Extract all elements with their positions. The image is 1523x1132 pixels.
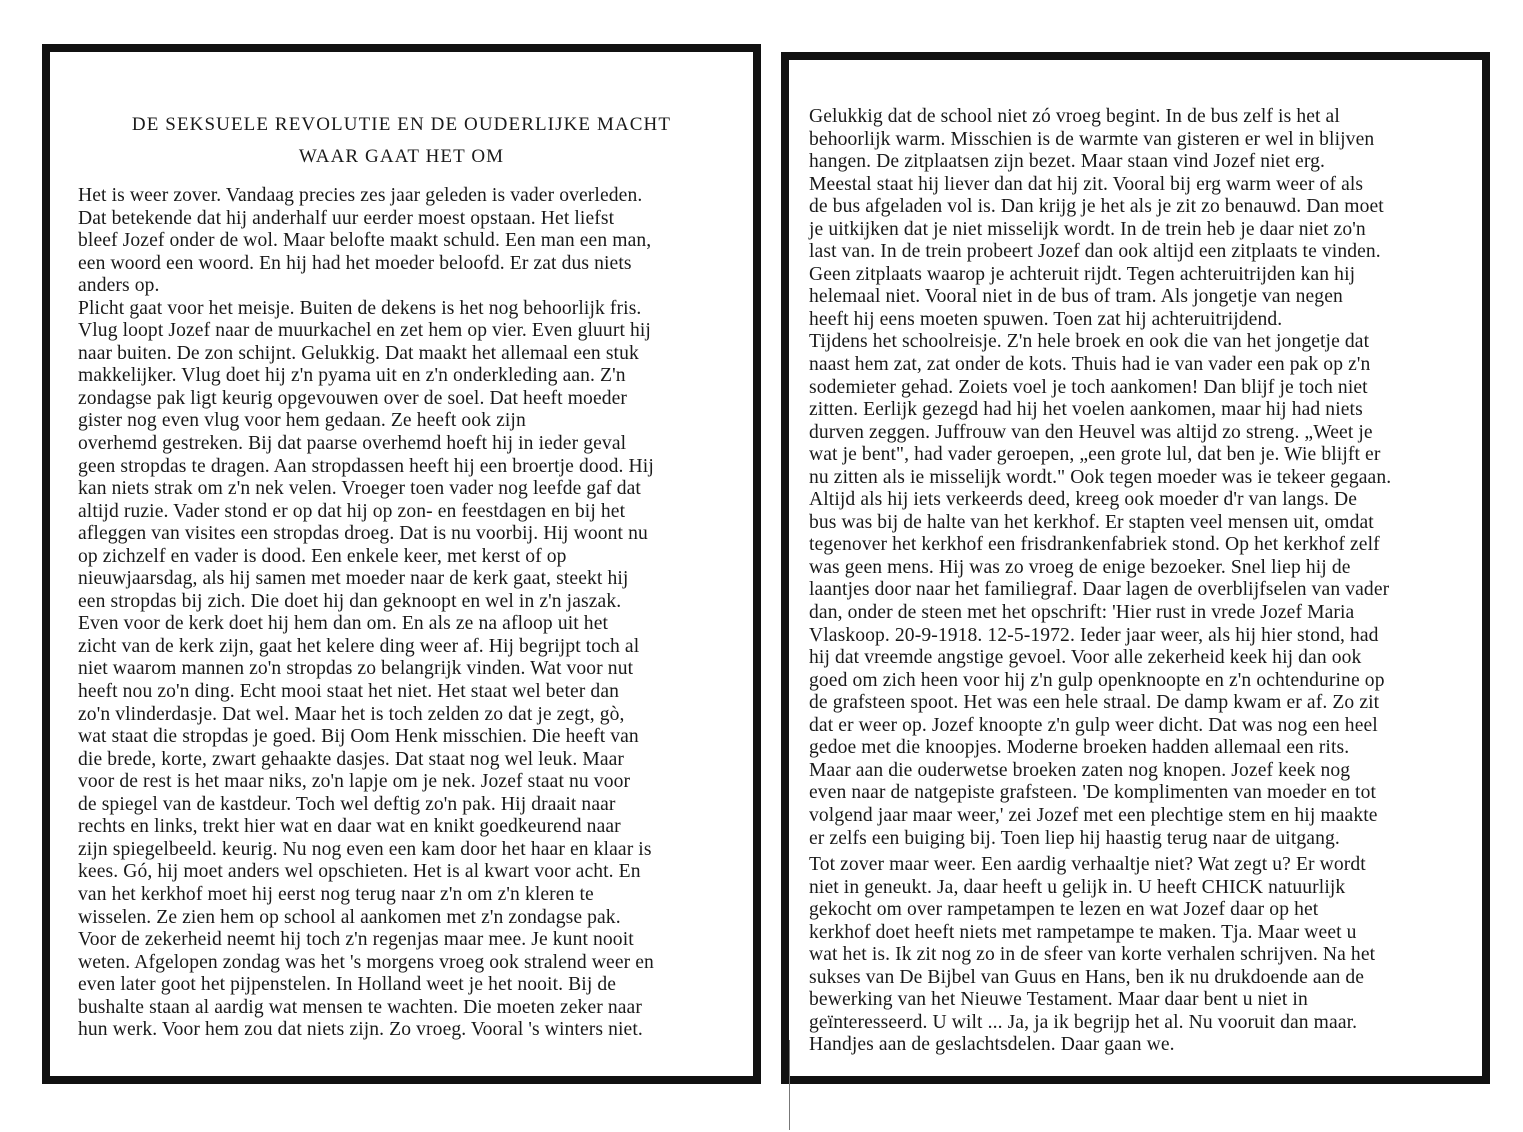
- text-line: Even voor de kerk doet hij hem dan om. En als ze na afloop uit het: [78, 613, 609, 635]
- text-line: bushalte staan al aardig wat mensen te wachten. Die moeten zeker naar: [78, 996, 642, 1018]
- text-line: hun werk. Voor hem zou dat niets zijn. Zo vroeg. Vooral 's winters niet.: [78, 1019, 643, 1041]
- text-line: wat het is. Ik zit nog zo in de sfeer van korte verhalen schrijven. Na het: [809, 944, 1376, 966]
- text-line: de grafsteen spoot. Het was een hele straal. De damp kwam er af. Zo zit: [809, 692, 1380, 714]
- text-line: Plicht gaat voor het meisje. Buiten de dekens is het nog behoorlijk fris.: [78, 297, 642, 319]
- text-line: Handjes aan de geslachtsdelen. Daar gaan we.: [809, 1034, 1175, 1056]
- text-line: laantjes door naar het familiegraf. Daar lagen de overblijfselen van vader: [809, 579, 1390, 601]
- text-line: nu zitten als ie misselijk wordt." Ook tegen moeder was ie tekeer gegaan.: [809, 466, 1392, 488]
- text-line: nieuwjaarsdag, als hij samen met moeder naar de kerk gaat, steekt hij: [78, 568, 629, 590]
- text-line: kerkhof doet heeft niets met rampetampe te maken. Tja. Maar weet u: [809, 921, 1357, 943]
- text-line: Het is weer zover. Vandaag precies zes jaar geleden is vader overleden.: [78, 185, 643, 206]
- text-line: sodemieter gehad. Zoiets voel je toch aankomen! Dan blijf je toch niet: [809, 376, 1368, 398]
- text-line: bleef Jozef onder de wol. Maar belofte maakt schuld. Een man een man,: [78, 230, 652, 252]
- text-line: behoorlijk warm. Misschien is de warmte van gisteren er wel in blijven: [809, 128, 1375, 150]
- left-page-body: [78, 185, 654, 1042]
- text-line: naast hem zat, zat onder de kots. Thuis had ie van vader een pak op z'n: [809, 354, 1371, 376]
- text-line: anders op.: [78, 275, 160, 297]
- text-line: de bus afgeladen vol is. Dan krijg je het als je zit zo benauwd. Dan moet: [809, 196, 1384, 218]
- text-line: Dat betekende dat hij anderhalf uur eerder moest opstaan. Het liefst: [78, 207, 615, 229]
- text-line: bus was bij de halte van het kerkhof. Er stapten veel mensen uit, omdat: [809, 511, 1374, 533]
- text-line: er zelfs een buiging bij. Toen liep hij haastig terug naar de uitgang.: [809, 827, 1340, 849]
- text-line: makkelijker. Vlug doet hij z'n pyama uit en z'n onderkleding aan. Z'n: [78, 365, 626, 387]
- text-line: wat je bent", had vader geroepen, „een grote lul, dat ben je. Wie blijft er: [809, 444, 1381, 466]
- text-line: Geen zitplaats waarop je achteruit rijdt. Tegen achteruitrijden kan hij: [809, 263, 1356, 285]
- text-line: even later goot het pijpenstelen. In Holland weet je het nooit. Bij de: [78, 974, 617, 996]
- text-line: Gelukkig dat de school niet zó vroeg begint. In de bus zelf is het al: [809, 106, 1340, 127]
- text-line: sukses van De Bijbel van Guus en Hans, ben ik nu drukdoende aan de: [809, 966, 1365, 988]
- text-line: zijn spiegelbeeld. keurig. Nu nog even een kam door het haar en klaar is: [78, 838, 652, 860]
- text-line: even naar de natgepiste grafsteen. 'De komplimenten van moeder en tot: [809, 782, 1377, 804]
- text-line: dat er weer op. Jozef knoopte z'n gulp weer dicht. Dat was nog een heel: [809, 714, 1378, 736]
- text-line: op zichzelf en vader is dood. Een enkele keer, met kerst of op: [78, 545, 567, 567]
- text-line: geen stropdas te dragen. Aan stropdassen heeft hij een broertje dood. Hij: [78, 455, 654, 477]
- text-line: zicht van de kerk zijn, gaat het kelere ding weer af. Hij begrijpt toch al: [78, 635, 640, 657]
- text-line: naar buiten. De zon schijnt. Gelukkig. Dat maakt het allemaal een stuk: [78, 342, 639, 364]
- text-line: hij dat vreemde angstige gevoel. Voor alle zekerheid keek hij dan ook: [809, 647, 1362, 669]
- text-line: Maar aan die ouderwetse broeken zaten nog knopen. Jozef keek nog: [809, 759, 1351, 781]
- text-line: rechts en links, trekt hier wat en daar wat en knikt goedkeurend naar: [78, 816, 621, 838]
- text-line: afleggen van visites een stropdas droeg. Dat is nu voorbij. Hij woont nu: [78, 523, 648, 545]
- text-line: durven zeggen. Juffrouw van den Heuvel was altijd zo streng. „Weet je: [809, 421, 1373, 443]
- right-page: [781, 52, 1490, 1084]
- text-line: gedoe met die knoopjes. Moderne broeken hadden allemaal een rits.: [809, 737, 1350, 759]
- text-line: hangen. De zitplaatsen zijn bezet. Maar staan vind Jozef niet erg.: [809, 151, 1326, 173]
- text-line: voor de rest is het maar niks, zo'n lapje om je nek. Jozef staat nu voor: [78, 771, 631, 793]
- text-line: gekocht om over rampetampen te lezen en wat Jozef daar op het: [809, 899, 1319, 921]
- text-line: kees. Gó, hij moet anders wel opschieten. Het is al kwart voor acht. En: [78, 861, 641, 883]
- page-fold-line: [789, 1040, 790, 1130]
- text-line: Tot zover maar weer. Een aardig verhaaltje niet? Wat zegt u? Er wordt: [809, 854, 1366, 875]
- right-page-paragraph-2: [809, 854, 1375, 1057]
- text-line: weten. Afgelopen zondag was het 's morgens vroeg ook stralend weer en: [78, 951, 654, 973]
- text-line: last van. In de trein probeert Jozef dan ook altijd een zitplaats te vinden.: [809, 241, 1381, 263]
- text-line: zitten. Eerlijk gezegd had hij het voelen aankomen, maar hij had niets: [809, 399, 1363, 421]
- text-line: je uitkijken dat je niet misselijk wordt. In de trein heb je daar niet zo'n: [809, 218, 1366, 240]
- text-line: Tijdens het schoolreisje. Z'n hele broek en ook die van het jongetje dat: [809, 331, 1370, 353]
- text-line: goed om zich heen voor hij z'n gulp openknoopte en z'n ochtendurine op: [809, 669, 1385, 691]
- text-line: dan, onder de steen met het opschrift: 'Hier rust in vrede Jozef Maria: [809, 602, 1355, 624]
- text-line: Vlaskoop. 20-9-1918. 12-5-1972. Ieder jaar weer, als hij hier stond, had: [809, 624, 1379, 646]
- text-line: helemaal niet. Vooral niet in de bus of tram. Als jongetje van negen: [809, 286, 1343, 308]
- text-line: was geen mens. Hij was zo vroeg de enige bezoeker. Snel liep hij de: [809, 556, 1351, 578]
- text-line: Altijd als hij iets verkeerds deed, kreeg ook moeder d'r van langs. De: [809, 489, 1358, 511]
- text-line: geïnteresseerd. U wilt ... Ja, ja ik begrijp het al. Nu vooruit dan maar.: [809, 1011, 1358, 1033]
- text-line: Meestal staat hij liever dan dat hij zit. Vooral bij erg warm weer of als: [809, 173, 1364, 195]
- left-page: [42, 44, 761, 1084]
- text-line: wat staat die stropdas je goed. Bij Oom Henk misschien. Die heeft van: [78, 726, 639, 748]
- text-line: een woord een woord. En hij had het moeder beloofd. Er zat dus niets: [78, 252, 632, 274]
- text-line: wisselen. Ze zien hem op school al aankomen met z'n zondagse pak.: [78, 906, 621, 928]
- text-line: Vlug loopt Jozef naar de muurkachel en zet hem op vier. Even gluurt hij: [78, 320, 651, 342]
- text-line: de spiegel van de kastdeur. Toch wel deftig zo'n pak. Hij draait naar: [78, 793, 616, 815]
- text-line: niet waarom mannen zo'n stropdas zo belangrijk vinden. Wat voor nut: [78, 658, 634, 680]
- text-line: volgend jaar maar weer,' zei Jozef met een plechtige stem en hij maakte: [809, 804, 1378, 826]
- text-line: zo'n vlinderdasje. Dat wel. Maar het is toch zelden zo dat je zegt, gò,: [78, 703, 625, 725]
- text-line: kan niets strak om z'n nek velen. Vroeger toen vader nog leefde gaf dat: [78, 478, 641, 500]
- text-line: bewerking van het Nieuwe Testament. Maar daar bent u niet in: [809, 989, 1308, 1011]
- text-line: die brede, korte, zwart gehaakte dasjes. Dat staat nog wel leuk. Maar: [78, 748, 625, 770]
- text-line: niet in geneukt. Ja, daar heeft u gelijk in. U heeft CHICK natuurlijk: [809, 876, 1346, 898]
- text-line: een stropdas bij zich. Die doet hij dan geknoopt en wel in z'n jaszak.: [78, 590, 622, 612]
- text-line: altijd ruzie. Vader stond er op dat hij op zon- en feestdagen en bij het: [78, 500, 626, 522]
- text-line: tegenover het kerkhof een frisdrankenfabriek stond. Op het kerkhof zelf: [809, 534, 1380, 556]
- text-line: heeft hij eens moeten spuwen. Toen zat hij achteruitrijdend.: [809, 308, 1283, 330]
- text-line: zondagse pak ligt keurig opgevouwen over de soel. Dat heeft moeder: [78, 387, 628, 409]
- article-title: DE SEKSUELE REVOLUTIE EN DE OUDERLIJKE MACHT: [131, 114, 672, 135]
- right-page-paragraph-1: [809, 106, 1391, 850]
- article-subtitle: WAAR GAAT HET OM: [298, 146, 505, 167]
- text-line: heeft nou zo'n ding. Echt mooi staat het niet. Het staat wel beter dan: [78, 681, 620, 703]
- text-line: overhemd gestreken. Bij dat paarse overhemd hoeft hij in ieder geval: [78, 433, 627, 455]
- text-line: gister nog even vlug voor hem gedaan. Ze heeft ook zijn: [78, 410, 526, 432]
- text-line: Voor de zekerheid neemt hij toch z'n regenjas maar mee. Je kunt nooit: [78, 929, 634, 951]
- text-line: van het kerkhof moet hij eerst nog terug naar z'n om z'n kleren te: [78, 883, 594, 905]
